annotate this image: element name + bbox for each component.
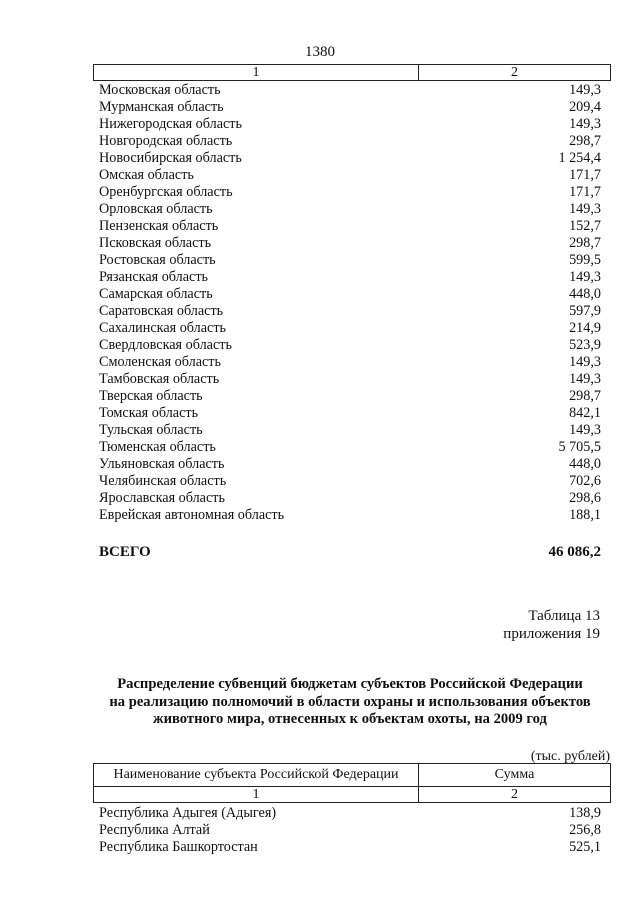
amount-value: 149,3 <box>569 422 601 438</box>
table-row <box>99 371 601 388</box>
table2-header-name: Наименование субъекта Российской Федерации <box>94 764 419 786</box>
table-row <box>99 269 601 286</box>
amount-value: 256,8 <box>569 822 601 838</box>
table1-column-numbers <box>93 64 611 81</box>
region-name: Рязанская область <box>99 269 209 285</box>
table-row <box>99 422 601 439</box>
amount-value: 1 254,4 <box>558 150 601 166</box>
table-row <box>99 805 601 822</box>
total-row <box>99 544 601 561</box>
region-name: Свердловская область <box>99 337 232 353</box>
table1-rows <box>99 82 601 524</box>
amount-value: 152,7 <box>569 218 601 234</box>
region-name: Смоленская область <box>99 354 221 370</box>
region-name: Тверская область <box>99 388 203 404</box>
table-row <box>99 99 601 116</box>
region-name: Ростовская область <box>99 252 216 268</box>
table-row <box>99 320 601 337</box>
table1-col1-number: 1 <box>94 65 419 80</box>
appendix-number: приложения 19 <box>503 626 600 642</box>
amount-value: 298,7 <box>569 235 601 251</box>
amount-value: 525,1 <box>569 839 601 855</box>
table-row <box>99 116 601 133</box>
table1-col2-number: 2 <box>511 65 518 80</box>
section-heading <box>60 676 640 729</box>
region-name: Челябинская область <box>99 473 227 489</box>
page-number: 1380 <box>305 44 335 60</box>
table-row <box>99 303 601 320</box>
amount-value: 188,1 <box>569 507 601 523</box>
amount-value: 5 705,5 <box>558 439 601 455</box>
amount-value: 214,9 <box>569 320 601 336</box>
amount-value: 298,7 <box>569 388 601 404</box>
region-name: Псковская область <box>99 235 212 251</box>
amount-value: 597,9 <box>569 303 601 319</box>
table-row <box>99 388 601 405</box>
table-row <box>99 839 601 856</box>
amount-value: 448,0 <box>569 456 601 472</box>
amount-value: 298,7 <box>569 133 601 149</box>
region-name: Тульская область <box>99 422 203 438</box>
region-name: Нижегородская область <box>99 116 242 132</box>
table2-col1-number: 1 <box>94 787 419 802</box>
region-name: Республика Башкортостан <box>99 839 258 855</box>
region-name: Новгородская область <box>99 133 233 149</box>
region-name: Орловская область <box>99 201 213 217</box>
amount-value: 448,0 <box>569 286 601 302</box>
region-name: Тюменская область <box>99 439 216 455</box>
heading-line-1: Распределение субвенций бюджетам субъектов Российской Федерации <box>117 676 583 692</box>
table-row <box>99 150 601 167</box>
region-name: Республика Алтай <box>99 822 210 838</box>
table2-rows <box>99 805 601 856</box>
region-name: Сахалинская область <box>99 320 227 336</box>
table-row <box>99 822 601 839</box>
table-row <box>99 354 601 371</box>
table-number: Таблица 13 <box>528 608 600 624</box>
table2-col2-number: 2 <box>511 787 518 802</box>
table-row <box>99 456 601 473</box>
table-row <box>99 184 601 201</box>
table-row <box>99 490 601 507</box>
amount-value: 138,9 <box>569 805 601 821</box>
region-name: Московская область <box>99 82 221 98</box>
total-label: ВСЕГО <box>99 544 151 560</box>
table2-header <box>93 763 611 803</box>
table-row <box>99 133 601 150</box>
amount-value: 842,1 <box>569 405 601 421</box>
amount-value: 149,3 <box>569 371 601 387</box>
region-name: Мурманская область <box>99 99 224 115</box>
amount-value: 149,3 <box>569 82 601 98</box>
table-row <box>99 337 601 354</box>
region-name: Саратовская область <box>99 303 224 319</box>
table-row <box>99 286 601 303</box>
table-row <box>99 405 601 422</box>
amount-value: 702,6 <box>569 473 601 489</box>
region-name: Новосибирская область <box>99 150 242 166</box>
heading-line-2: на реализацию полномочий в области охраны и использования объектов <box>109 693 591 710</box>
table-row <box>99 473 601 490</box>
amount-value: 298,6 <box>569 490 601 506</box>
region-name: Тамбовская область <box>99 371 220 387</box>
amount-value: 599,5 <box>569 252 601 268</box>
amount-value: 209,4 <box>569 99 601 115</box>
region-name: Республика Адыгея (Адыгея) <box>99 805 277 821</box>
amount-value: 149,3 <box>569 201 601 217</box>
table-reference <box>503 607 600 643</box>
table-row <box>99 235 601 252</box>
heading-line-3: животного мира, отнесенных к объектам охоты, на 2009 год <box>153 711 547 727</box>
region-name: Оренбургская область <box>99 184 233 200</box>
amount-value: 149,3 <box>569 269 601 285</box>
region-name: Томская область <box>99 405 199 421</box>
table-row <box>99 201 601 218</box>
region-name: Еврейская автономная область <box>99 507 285 523</box>
region-name: Омская область <box>99 167 194 183</box>
table2-header-sum: Сумма <box>494 767 535 782</box>
amount-value: 171,7 <box>569 184 601 200</box>
region-name: Ульяновская область <box>99 456 225 472</box>
table-row <box>99 507 601 524</box>
amount-value: 171,7 <box>569 167 601 183</box>
region-name: Пензенская область <box>99 218 219 234</box>
table-row <box>99 252 601 269</box>
amount-value: 523,9 <box>569 337 601 353</box>
units-label: (тыс. рублей) <box>530 749 610 764</box>
region-name: Ярославская область <box>99 490 225 506</box>
amount-value: 149,3 <box>569 354 601 370</box>
region-name: Самарская область <box>99 286 213 302</box>
table-row <box>99 82 601 99</box>
table-row <box>99 439 601 456</box>
table-row <box>99 218 601 235</box>
amount-value: 149,3 <box>569 116 601 132</box>
table-row <box>99 167 601 184</box>
total-value: 46 086,2 <box>548 544 601 560</box>
